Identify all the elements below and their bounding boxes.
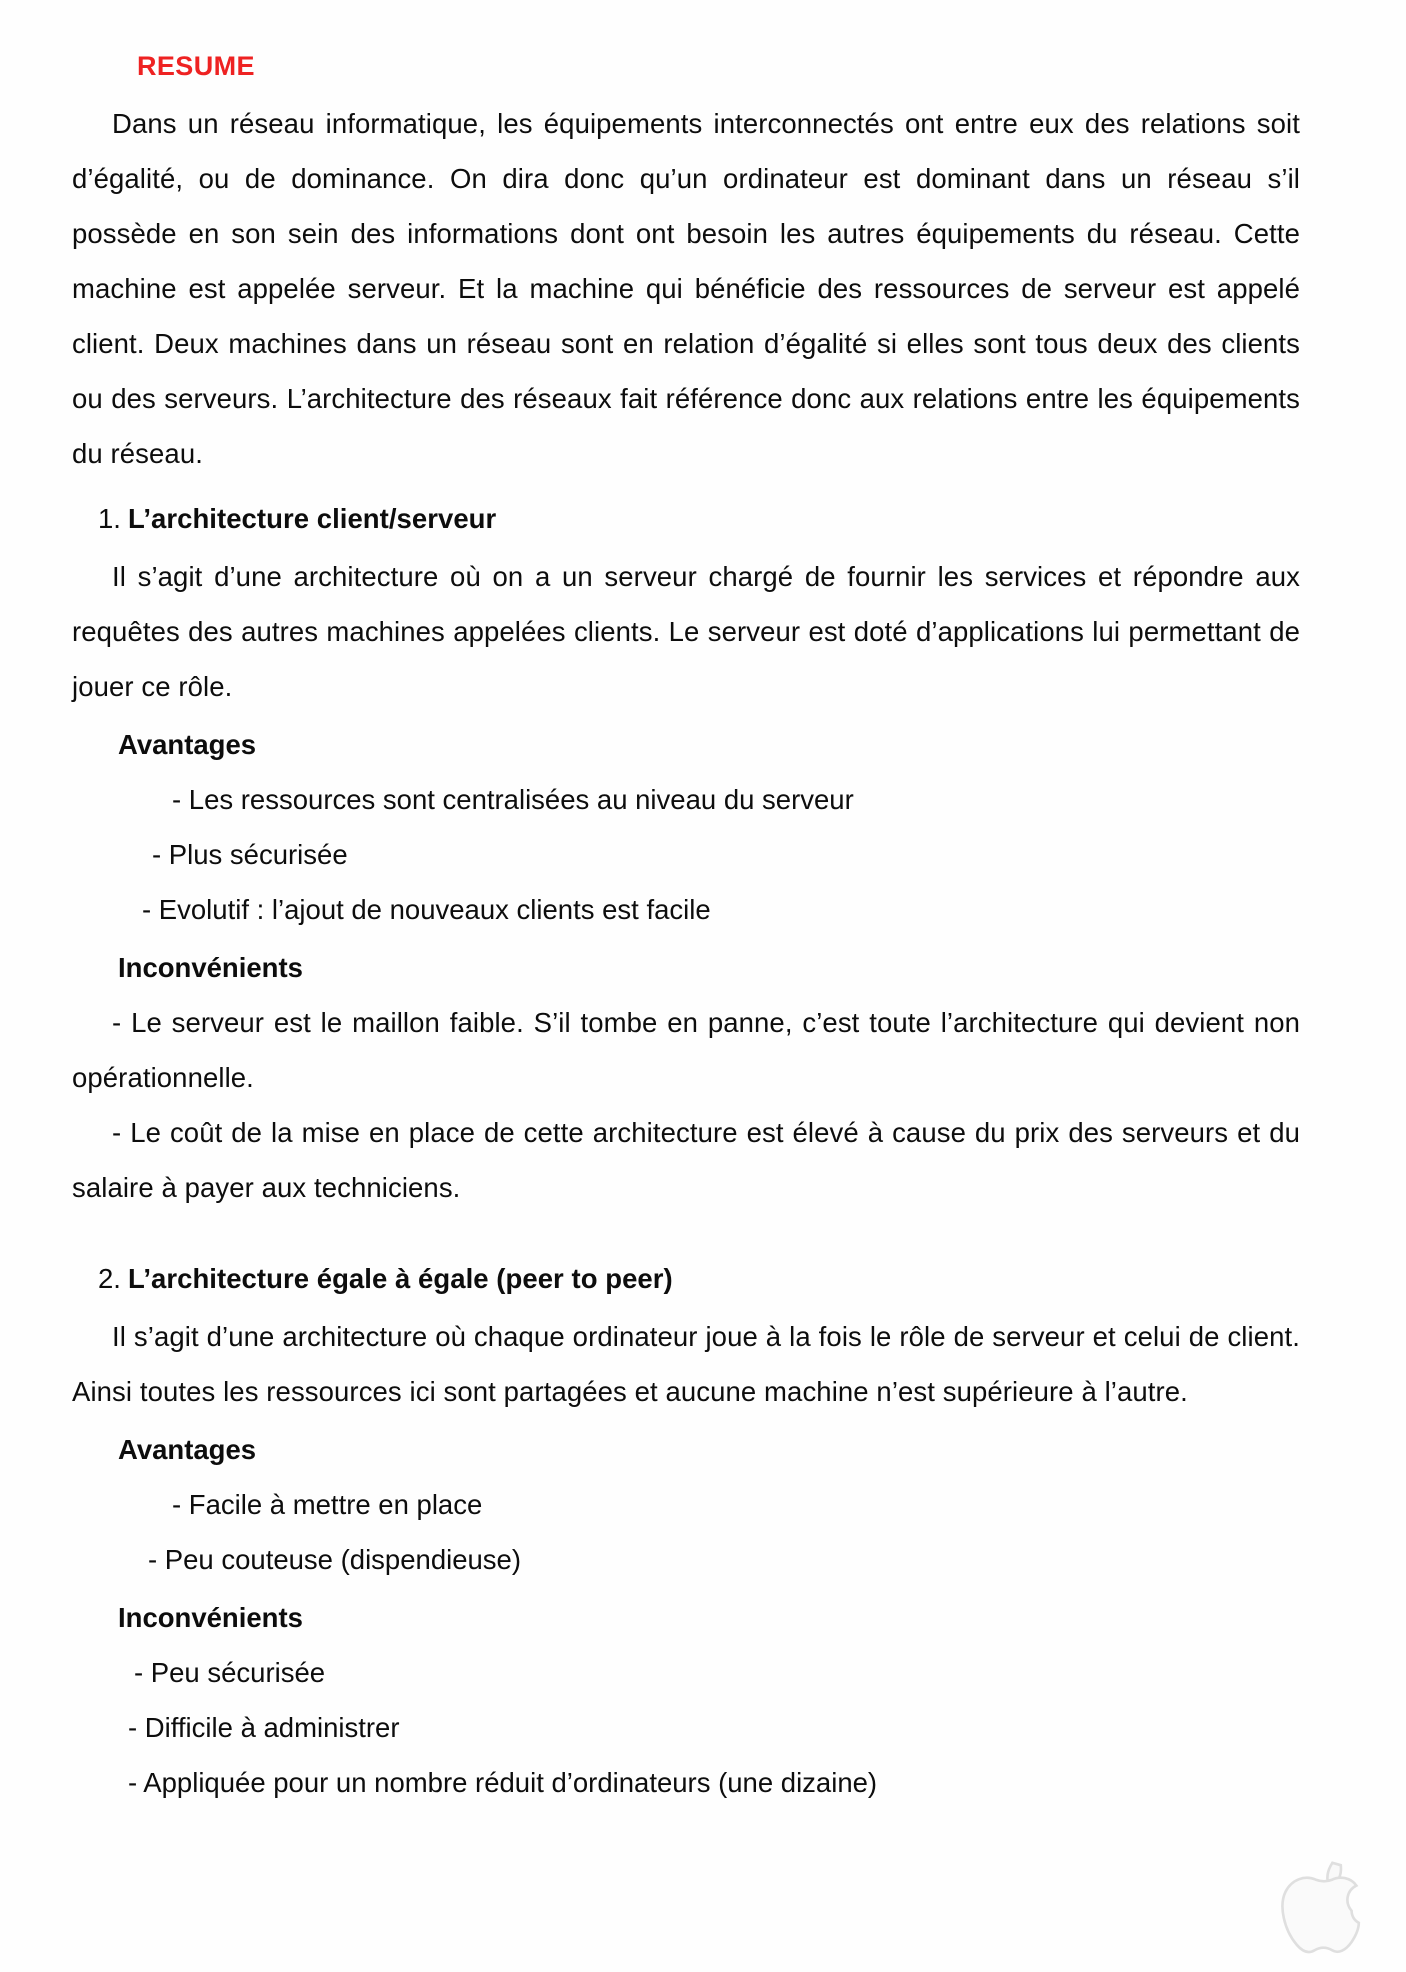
list-item: - Difficile à administrer <box>128 1711 400 1743</box>
drawbacks-label-1: Inconvénients <box>118 951 303 983</box>
section-body-1: Il s’agit d’une architecture où on a un serveur chargé de fournir les services et répondre aux requêtes des autres machines appelées clients. Le serveur est doté d’applications lui permettant de jouer ce rôle. <box>72 560 1300 702</box>
list-item: - Appliquée pour un nombre réduit d’ordinateurs (une dizaine) <box>128 1766 878 1798</box>
list-item: - Facile à mettre en place <box>172 1488 483 1520</box>
section-title-2: L’architecture égale à égale (peer to peer) <box>128 1262 673 1294</box>
intro-paragraph: Dans un réseau informatique, les équipements interconnectés ont entre eux des relations soit d’égalité, ou de dominance. On dira donc qu’un ordinateur est dominant dans un réseau s’il possède en son sein des informations dont ont besoin les autres équipements du réseau. Cette machine est appelée serveur. Et la machine qui bénéficie des ressources de serveur est appelé client. Deux machines dans un réseau sont en relation d’égalité si elles sont tous deux des clients ou des serveurs. L’architecture des réseaux fait référence donc aux relations entre les équipements du réseau. <box>72 107 1300 469</box>
section-title-1: L’architecture client/serveur <box>128 502 497 534</box>
apple-logo-watermark-icon <box>1258 1846 1378 1966</box>
drawback-paragraph: - Le serveur est le maillon faible. S’il tombe en panne, c’est toute l’architecture qui devient non opérationnelle. <box>72 1006 1300 1093</box>
section-number-1: 1. <box>98 502 121 534</box>
document-content <box>72 52 1300 1810</box>
section-body-2: Il s’agit d’une architecture où chaque ordinateur joue à la fois le rôle de serveur et celui de client. Ainsi toutes les ressources ici sont partagées et aucune machine n’est supérieure à l’autre. <box>72 1320 1300 1407</box>
drawback-paragraph: - Le coût de la mise en place de cette architecture est élevé à cause du prix des serveurs et du salaire à payer aux techniciens. <box>72 1116 1300 1203</box>
drawbacks-label-2: Inconvénients <box>118 1601 303 1633</box>
list-item: - Les ressources sont centralisées au niveau du serveur <box>172 783 854 815</box>
list-item: - Evolutif : l’ajout de nouveaux clients est facile <box>142 893 711 925</box>
advantages-label-1: Avantages <box>118 728 257 760</box>
list-item: - Peu sécurisée <box>134 1656 326 1688</box>
section-heading-1 <box>72 493 1300 545</box>
section-number-2: 2. <box>98 1262 121 1294</box>
list-item: - Plus sécurisée <box>152 838 348 870</box>
page-title: RESUME <box>137 51 255 81</box>
list-item: - Peu couteuse (dispendieuse) <box>148 1543 522 1575</box>
section-heading-2 <box>72 1253 1300 1305</box>
section-spacer <box>72 1215 1300 1241</box>
advantages-label-2: Avantages <box>118 1433 257 1465</box>
